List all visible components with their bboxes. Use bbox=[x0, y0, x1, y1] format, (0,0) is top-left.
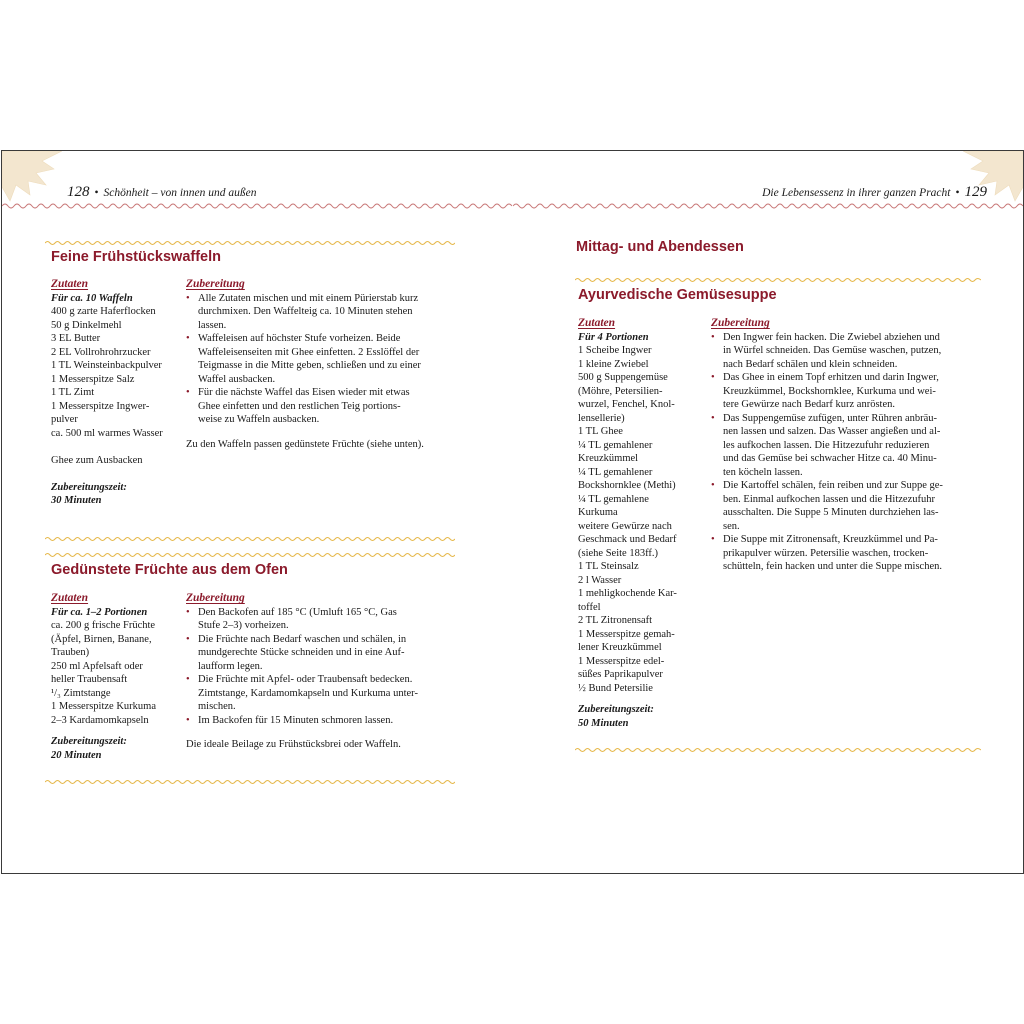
step-continuation bbox=[186, 660, 451, 674]
step-text: Die Früchte mit Apfel- oder Traubensaft bedecken. bbox=[198, 674, 413, 685]
step-text: Den Ingwer fein hacken. Die Zwiebel abziehen und bbox=[723, 331, 940, 343]
ingredients-label: Zutaten bbox=[51, 592, 89, 604]
step-continuation bbox=[711, 398, 979, 412]
step-text: Ghee einfetten und den restlichen Teig portions- bbox=[198, 400, 401, 412]
step-text: Den Backofen auf 185 °C (Umluft 165 °C, Gas bbox=[198, 606, 397, 618]
step-text: Teigmasse in die Mitte geben, schließen und zu einer bbox=[198, 360, 421, 371]
recipe-top-rule bbox=[45, 239, 455, 247]
step-text: nach Bedarf schälen und klein schneiden. bbox=[723, 358, 898, 370]
ingredient-item: ca. 500 ml warmes Wasser bbox=[51, 427, 163, 439]
step-text: Die Kartoffel schälen, fein reiben und zur Suppe ge- bbox=[723, 480, 943, 491]
ingredient-item: toffel bbox=[578, 601, 601, 613]
ingredient-item: weitere Gewürze nach bbox=[578, 520, 672, 532]
ingredient-item: pulver bbox=[51, 414, 78, 425]
step-text: Waffel ausbacken. bbox=[198, 373, 276, 385]
bullet-icon: • bbox=[186, 633, 190, 645]
ingredients-column bbox=[51, 592, 176, 762]
ingredient-item: 1 Messerspitze gemah- bbox=[578, 628, 675, 640]
recipe-bottom-rule bbox=[45, 778, 455, 786]
step-continuation bbox=[711, 560, 979, 574]
ingredient-item: ¼ TL gemahlener bbox=[578, 439, 653, 451]
ingredients-label: Zutaten bbox=[51, 278, 89, 290]
bullet-icon: • bbox=[711, 534, 715, 545]
step-continuation bbox=[186, 359, 451, 373]
step-continuation bbox=[186, 646, 451, 660]
ingredient-item: 1 TL Zimt bbox=[51, 387, 95, 398]
page-number: 128 bbox=[67, 184, 90, 200]
step-item bbox=[186, 673, 451, 687]
recipe-bottom-rule bbox=[45, 535, 455, 543]
step-text: laufform legen. bbox=[198, 660, 263, 672]
step-continuation bbox=[711, 506, 979, 520]
step-continuation bbox=[711, 520, 979, 534]
step-item bbox=[711, 533, 979, 547]
ingredient-list bbox=[51, 619, 176, 727]
step-text: Zimtstange, Kardamomkapseln und Kurkuma unter- bbox=[198, 687, 418, 699]
step-continuation bbox=[711, 493, 979, 507]
step-item bbox=[711, 412, 979, 426]
preparation-column bbox=[711, 317, 979, 574]
ingredients-column bbox=[51, 278, 176, 508]
ingredient-item: (siehe Seite 183ff.) bbox=[578, 547, 658, 559]
step-item bbox=[186, 606, 451, 620]
step-text: Kreuzkümmel, Bockshornklee, Kurkuma und wei- bbox=[723, 385, 936, 397]
blank-line bbox=[51, 440, 176, 454]
servings: Für 4 Portionen bbox=[578, 331, 649, 343]
step-continuation bbox=[711, 425, 979, 439]
step-text: schütteln, fein hacken und unter die Suppe mischen. bbox=[723, 561, 942, 572]
preparation-label: Zubereitung bbox=[186, 278, 245, 290]
step-continuation bbox=[711, 385, 979, 399]
ingredient-item: 400 g zarte Haferflocken bbox=[51, 306, 156, 317]
preparation-column bbox=[186, 278, 451, 451]
step-continuation bbox=[711, 439, 979, 453]
ingredient-item: 1 Messerspitze Salz bbox=[51, 373, 135, 385]
ingredient-item: ¼ TL gemahlene bbox=[578, 493, 649, 505]
book-spread bbox=[1, 150, 1024, 874]
step-continuation bbox=[186, 373, 451, 387]
bullet-separator: • bbox=[94, 187, 99, 199]
step-text: mischen. bbox=[198, 701, 236, 712]
bullet-separator: • bbox=[955, 187, 960, 199]
recipe-note: Zu den Waffeln passen gedünstete Früchte (siehe unten). bbox=[186, 438, 424, 450]
ingredient-item: ¹/₃ Zimtstange bbox=[51, 687, 111, 699]
bullet-icon: • bbox=[186, 387, 190, 398]
step-text: Alle Zutaten mischen und mit einem Pürierstab kurz bbox=[198, 292, 419, 304]
bullet-icon: • bbox=[711, 331, 715, 343]
bullet-icon: • bbox=[711, 372, 715, 383]
time-value: 20 Minuten bbox=[51, 749, 102, 761]
ingredient-item: lensellerie) bbox=[578, 412, 625, 424]
step-continuation bbox=[186, 413, 451, 427]
ingredient-item: 1 mehligkochende Kar- bbox=[578, 588, 677, 599]
step-item bbox=[711, 479, 979, 493]
servings: Für ca. 1–2 Portionen bbox=[51, 606, 148, 618]
ingredient-item: 1 Messerspitze Ingwer- bbox=[51, 400, 150, 412]
step-item bbox=[186, 332, 451, 346]
step-text: Die Früchte nach Bedarf waschen und schälen, in bbox=[198, 633, 407, 645]
bullet-icon: • bbox=[186, 714, 190, 726]
ingredient-item: 2 l Wasser bbox=[578, 574, 622, 586]
step-text: ben. Einmal aufkochen lassen und die Hitzezufuhr bbox=[723, 493, 935, 505]
ingredient-item: Kurkuma bbox=[578, 507, 618, 518]
step-text: lassen. bbox=[198, 319, 227, 331]
step-list bbox=[186, 292, 451, 427]
ingredient-item: 1 TL Steinsalz bbox=[578, 561, 639, 572]
ingredients-label: Zutaten bbox=[578, 317, 616, 329]
step-continuation bbox=[711, 344, 979, 358]
ingredient-item: 2 EL Vollrohrohrzucker bbox=[51, 346, 151, 358]
preparation-label: Zubereitung bbox=[711, 317, 770, 329]
section-rule bbox=[575, 276, 981, 284]
ingredient-item: Bockshornklee (Methi) bbox=[578, 480, 676, 491]
step-list bbox=[186, 606, 451, 728]
ingredient-item: Geschmack und Bedarf bbox=[578, 534, 677, 545]
ingredient-item: Kreuzkümmel bbox=[578, 453, 639, 464]
step-item bbox=[186, 714, 451, 728]
ingredient-item: wurzel, Fenchel, Knol- bbox=[578, 399, 675, 410]
mandala-ornament-icon bbox=[2, 151, 62, 206]
bullet-icon: • bbox=[186, 674, 190, 685]
ingredient-item: 2 TL Zitronensaft bbox=[578, 615, 653, 626]
ingredient-item: 500 g Suppengemüse bbox=[578, 372, 668, 383]
ingredient-item: 1 Scheibe Ingwer bbox=[578, 345, 652, 356]
step-text: nen lassen und salzen. Das Wasser angießen und al- bbox=[723, 426, 941, 437]
step-item bbox=[711, 371, 979, 385]
time-label: Zubereitungszeit: bbox=[51, 736, 127, 747]
step-text: Stufe 2–3) vorheizen. bbox=[198, 620, 289, 631]
step-text: ausschalten. Die Suppe 5 Minuten durchziehen las- bbox=[723, 507, 939, 518]
preparation-label: Zubereitung bbox=[186, 592, 245, 604]
ingredient-item: Trauben) bbox=[51, 647, 90, 658]
step-continuation bbox=[711, 452, 979, 466]
step-text: Für die nächste Waffel das Eisen wieder mit etwas bbox=[198, 387, 410, 398]
step-text: sen. bbox=[723, 520, 740, 532]
step-text: les aufkochen lassen. Die Hitzezufuhr reduzieren bbox=[723, 439, 930, 451]
ingredient-item: ¼ TL gemahlener bbox=[578, 466, 653, 478]
ingredient-item: 50 g Dinkelmehl bbox=[51, 319, 122, 331]
time-label: Zubereitungszeit: bbox=[51, 481, 127, 493]
ingredient-item: 1 TL Weinsteinbackpulver bbox=[51, 360, 162, 371]
step-text: Im Backofen für 15 Minuten schmoren lassen. bbox=[198, 714, 394, 726]
ingredient-item: lener Kreuzkümmel bbox=[578, 642, 662, 653]
step-text: Das Suppengemüse zufügen, unter Rühren anbräu- bbox=[723, 412, 938, 424]
step-item bbox=[186, 386, 451, 400]
bullet-icon: • bbox=[186, 333, 190, 344]
step-text: durchmixen. Den Waffelteig ca. 10 Minuten stehen bbox=[198, 306, 413, 317]
right-page bbox=[513, 151, 1023, 873]
left-page bbox=[2, 151, 513, 873]
step-continuation bbox=[711, 358, 979, 372]
header-wave-rule bbox=[2, 201, 513, 211]
ingredient-item: ½ Bund Petersilie bbox=[578, 682, 653, 694]
ingredient-item: (Möhre, Petersilien- bbox=[578, 385, 663, 397]
step-continuation bbox=[186, 346, 451, 360]
time-value: 50 Minuten bbox=[578, 717, 629, 729]
step-continuation bbox=[186, 619, 451, 633]
ingredient-item: (Äpfel, Birnen, Banane, bbox=[51, 633, 152, 645]
ingredient-item: 1 TL Ghee bbox=[578, 426, 623, 437]
recipe-title: Ayurvedische Gemüsesuppe bbox=[578, 287, 777, 303]
preparation-column bbox=[186, 592, 451, 752]
ingredient-item: Ghee zum Ausbacken bbox=[51, 454, 143, 466]
running-title: Die Lebensessenz in ihrer ganzen Pracht bbox=[762, 187, 951, 199]
step-text: Waffeleisen auf höchster Stufe vorheizen. Beide bbox=[198, 333, 401, 344]
step-text: Das Ghee in einem Topf erhitzen und darin Ingwer, bbox=[723, 372, 939, 383]
running-header-left bbox=[67, 184, 257, 201]
recipe-top-rule bbox=[45, 551, 455, 559]
step-list bbox=[711, 331, 979, 574]
step-text: und das Gemüse bei schwacher Hitze ca. 40 Minu- bbox=[723, 453, 937, 464]
bullet-icon: • bbox=[711, 412, 715, 424]
step-text: tere Gewürze nach Bedarf kurz anrösten. bbox=[723, 399, 895, 410]
ingredient-item: heller Traubensaft bbox=[51, 674, 128, 685]
step-text: prikapulver würzen. Petersilie waschen, trocken- bbox=[723, 547, 929, 559]
step-continuation bbox=[186, 319, 451, 333]
step-text: mundgerechte Stücke schneiden und in eine Auf- bbox=[198, 647, 405, 658]
ingredients-column bbox=[578, 317, 703, 730]
recipe-bottom-rule bbox=[575, 746, 981, 754]
bullet-icon: • bbox=[186, 606, 190, 618]
step-item bbox=[711, 331, 979, 345]
running-title: Schönheit – von innen und außen bbox=[103, 187, 257, 199]
step-text: Die Suppe mit Zitronensaft, Kreuzkümmel und Pa- bbox=[723, 534, 938, 545]
step-continuation bbox=[186, 687, 451, 701]
running-header-right bbox=[762, 184, 987, 201]
section-title: Mittag- und Abendessen bbox=[576, 239, 744, 255]
step-continuation bbox=[186, 305, 451, 319]
step-text: ten köcheln lassen. bbox=[723, 466, 803, 478]
ingredient-list bbox=[578, 344, 703, 695]
recipe-title: Feine Frühstückswaffeln bbox=[51, 249, 222, 265]
time-label: Zubereitungszeit: bbox=[578, 704, 654, 715]
time-value: 30 Minuten bbox=[51, 495, 102, 506]
ingredient-item: 2–3 Kardamomkapseln bbox=[51, 714, 149, 726]
step-continuation bbox=[186, 400, 451, 414]
ingredient-item: 1 Messerspitze edel- bbox=[578, 655, 665, 667]
ingredient-item: ca. 200 g frische Früchte bbox=[51, 620, 156, 631]
step-continuation bbox=[186, 700, 451, 714]
ingredient-list bbox=[51, 305, 176, 467]
page-number: 129 bbox=[964, 184, 987, 200]
step-continuation bbox=[711, 466, 979, 480]
step-continuation bbox=[711, 547, 979, 561]
step-text: weise zu Waffeln ausbacken. bbox=[198, 414, 320, 425]
ingredient-item: 1 kleine Zwiebel bbox=[578, 358, 649, 370]
ingredient-item: süßes Paprikapulver bbox=[578, 669, 663, 680]
step-item bbox=[186, 292, 451, 306]
servings: Für ca. 10 Waffeln bbox=[51, 292, 133, 304]
bullet-icon: • bbox=[186, 292, 190, 304]
bullet-icon: • bbox=[711, 480, 715, 491]
step-text: in Würfel schneiden. Das Gemüse waschen, putzen, bbox=[723, 345, 942, 356]
recipe-note: Die ideale Beilage zu Frühstücksbrei oder Waffeln. bbox=[186, 739, 401, 750]
recipe-title: Gedünstete Früchte aus dem Ofen bbox=[51, 562, 288, 578]
ingredient-item: 1 Messerspitze Kurkuma bbox=[51, 701, 156, 712]
step-item bbox=[186, 633, 451, 647]
step-text: Waffeleisenseiten mit Ghee einfetten. 2 Esslöffel der bbox=[198, 346, 420, 358]
header-wave-rule bbox=[513, 201, 1023, 211]
ingredient-item: 250 ml Apfelsaft oder bbox=[51, 660, 143, 672]
ingredient-item: 3 EL Butter bbox=[51, 333, 101, 344]
